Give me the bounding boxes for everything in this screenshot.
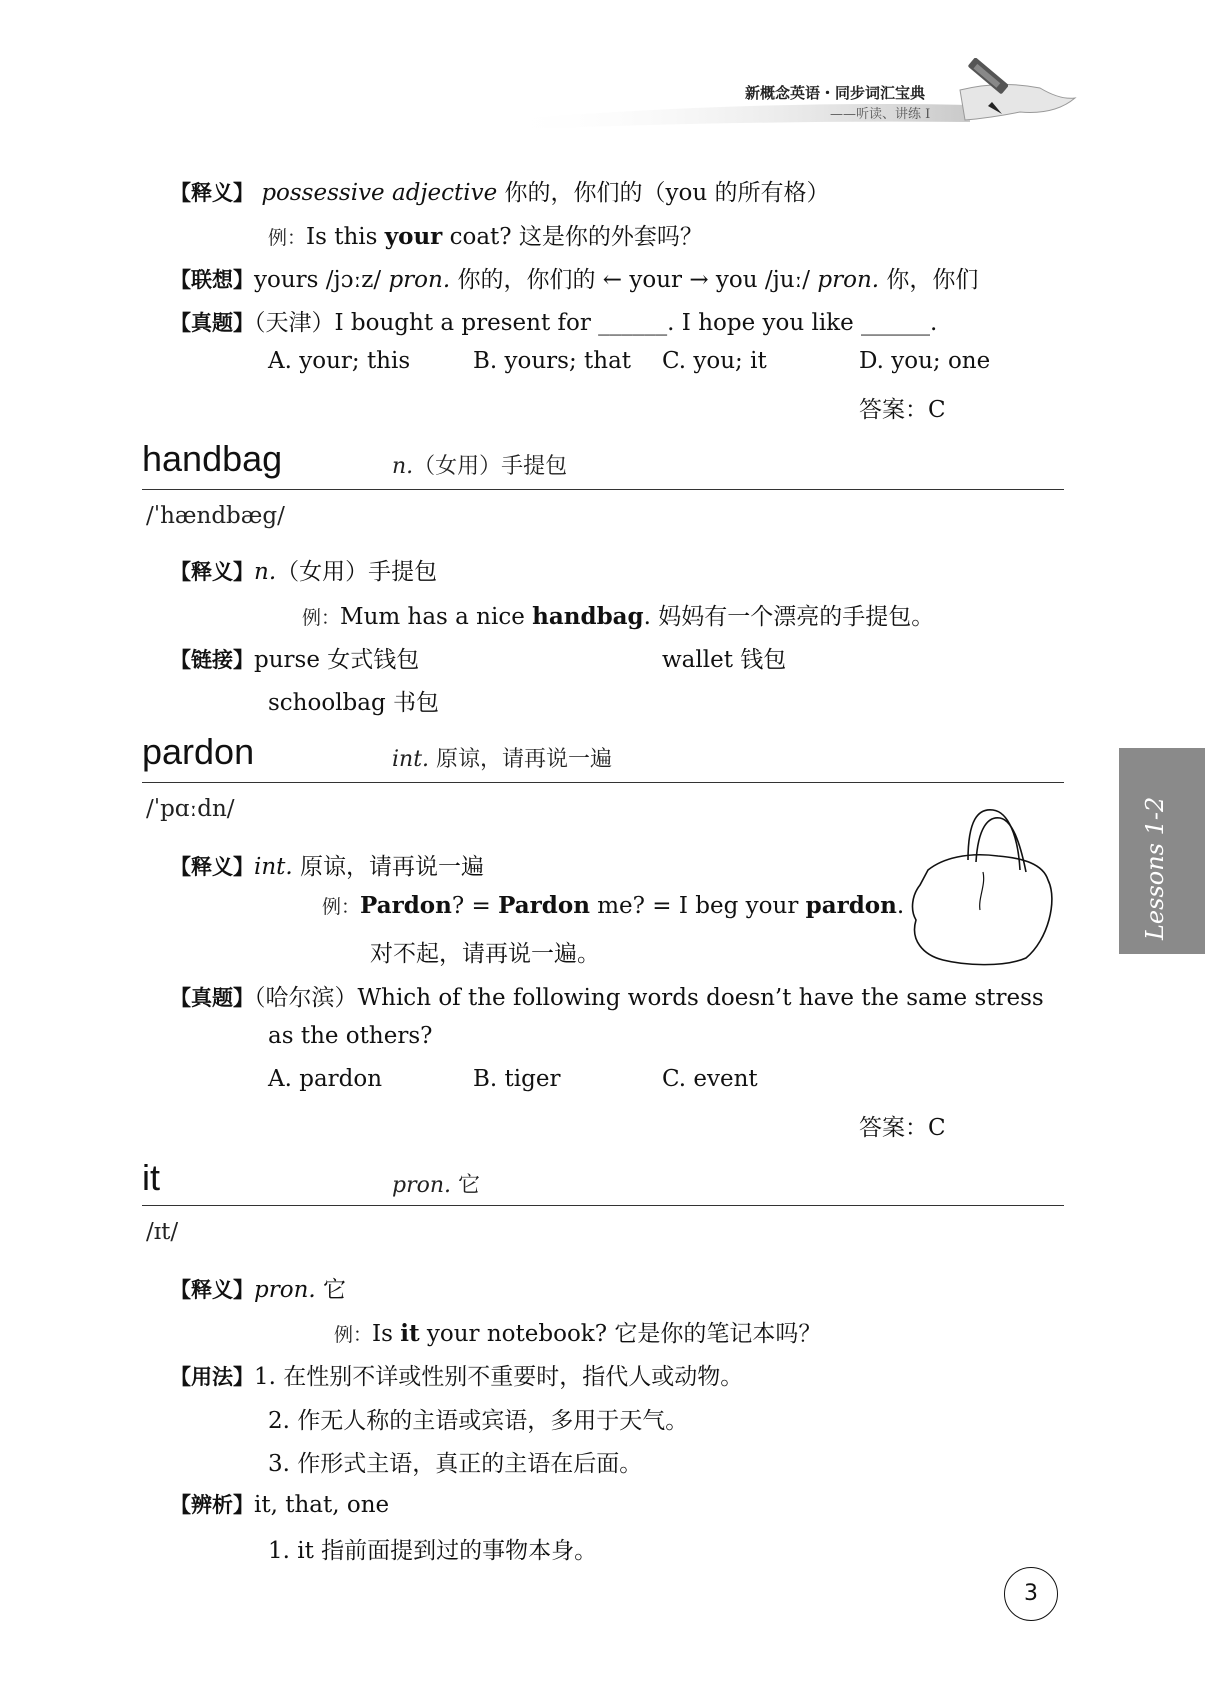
example-text: coat? 这是你的外套吗？ — [442, 224, 703, 250]
your-example-line — [268, 218, 703, 251]
meaning-tag: 【释义】 — [170, 855, 254, 879]
usage-item: 1. 在性别不详或性别不重要时，指代人或动物。 — [254, 1364, 744, 1390]
exam-question-cont: as the others? — [268, 1023, 433, 1049]
example-text: . 妈妈有一个漂亮的手提包。 — [643, 604, 935, 630]
example-text: Is this — [306, 224, 385, 250]
it-meaning-line — [170, 1271, 346, 1304]
exam-question: （天津）I bought a present for ______. I hope you like ______. — [254, 310, 938, 336]
diff-tag: 【辨析】 — [170, 1493, 254, 1517]
example-label: 例： — [268, 227, 307, 249]
option-a: A. pardon — [268, 1066, 383, 1092]
divider — [142, 782, 1064, 783]
headword-pardon: pardon — [142, 731, 255, 772]
phonetic: /ˈpɑːdn/ — [146, 796, 235, 822]
pen-icon — [948, 58, 1008, 122]
usage-item: 2. 作无人称的主语或宾语，多用于天气。 — [268, 1408, 689, 1434]
option-c: C. event — [662, 1066, 758, 1092]
meaning-text: 它 — [315, 1277, 347, 1303]
answer: 答案：C — [859, 1115, 946, 1141]
handbag-link-line — [170, 641, 419, 674]
option-c: C. you; it — [662, 348, 767, 374]
pardon-example-line: 例：Pardon? = Pardon me? = I beg your pardon. — [322, 892, 905, 919]
it-diff-line — [170, 1489, 389, 1519]
example-label: 例： — [302, 607, 341, 629]
lessons-side-label: Lessons 1-2 — [1141, 796, 1169, 940]
pos-label: pron. — [254, 1277, 316, 1303]
handbag-illustration — [908, 800, 1058, 970]
handbag-meaning-line — [170, 553, 437, 586]
meaning-tag: 【释义】 — [170, 1278, 254, 1302]
your-meaning-line — [170, 174, 830, 207]
meaning-text: 原谅，请再说一遍 — [292, 854, 485, 880]
page-number: 3 — [1004, 1567, 1058, 1621]
exam-question: （哈尔滨）Which of the following words doesn’t have the same stress — [254, 985, 1044, 1011]
link-item: wallet 钱包 — [662, 647, 787, 673]
pos-label: possessive adjective — [261, 180, 498, 206]
option-d: D. you; one — [859, 348, 991, 374]
usage-tag: 【用法】 — [170, 1365, 254, 1389]
handbag-example-line — [302, 598, 934, 631]
option-a: A. your; this — [268, 348, 411, 374]
header-subtitle: ——听读、讲练 I — [830, 107, 931, 122]
assoc-text: yours /jɔːz/ — [254, 267, 389, 293]
it-usage-line — [170, 1358, 743, 1391]
example-keyword: it — [400, 1320, 420, 1347]
link-item: schoolbag 书包 — [268, 690, 440, 716]
divider — [142, 1205, 1064, 1206]
usage-item: 3. 作形式主语，真正的主语在后面。 — [268, 1451, 643, 1477]
example-translation: 对不起，请再说一遍。 — [370, 941, 600, 967]
meaning-tag: 【释义】 — [170, 560, 254, 584]
header-title: 新概念英语・同步词汇宝典 — [745, 84, 926, 102]
link-tag: 【链接】 — [170, 648, 254, 672]
phonetic: /ˈhændbæg/ — [146, 503, 285, 529]
diff-item: 1. it 指前面提到过的事物本身。 — [268, 1538, 598, 1564]
answer: 答案：C — [859, 397, 946, 423]
pos-label: pron. — [388, 267, 451, 293]
your-association-line — [170, 261, 978, 294]
meaning-tag: 【释义】 — [170, 181, 254, 205]
divider — [142, 489, 1064, 490]
option-b: B. tiger — [473, 1066, 561, 1092]
example-keyword: your — [384, 223, 443, 250]
assoc-text: 你，你们 — [879, 267, 979, 293]
headword-pos: pron. 它 — [392, 1173, 481, 1198]
headword-pos: int. 原谅，请再说一遍 — [392, 747, 613, 772]
it-example-line: 例：Is it your notebook? 它是你的笔记本吗？ — [334, 1320, 822, 1347]
diff-text: it, that, one — [254, 1492, 390, 1518]
pardon-exam-line — [170, 979, 1044, 1012]
pos-label: n. — [254, 559, 277, 585]
example-label: 例： — [334, 1324, 373, 1346]
phonetic: /ɪt/ — [146, 1219, 179, 1245]
exam-tag: 【真题】 — [170, 986, 254, 1010]
assoc-text: 你的，你们的 ← your → you /juː/ — [450, 267, 818, 293]
example-label: 例： — [322, 896, 361, 918]
example-keyword: handbag — [532, 603, 644, 630]
link-item: purse 女式钱包 — [254, 647, 420, 673]
headword-pos: n.（女用）手提包 — [392, 454, 568, 479]
headword-it: it — [142, 1157, 160, 1198]
headword-handbag: handbag — [142, 438, 283, 479]
pardon-meaning-line — [170, 848, 484, 881]
option-b: B. yours; that — [473, 348, 632, 374]
your-exam-line — [170, 304, 937, 337]
pos-label: int. — [254, 854, 293, 880]
meaning-text: 你的，你们的（you 的所有格） — [497, 180, 830, 206]
meaning-text: （女用）手提包 — [276, 559, 438, 585]
exam-tag: 【真题】 — [170, 311, 254, 335]
association-tag: 【联想】 — [170, 268, 254, 292]
example-text: Mum has a nice — [340, 604, 533, 630]
pos-label: pron. — [817, 267, 880, 293]
